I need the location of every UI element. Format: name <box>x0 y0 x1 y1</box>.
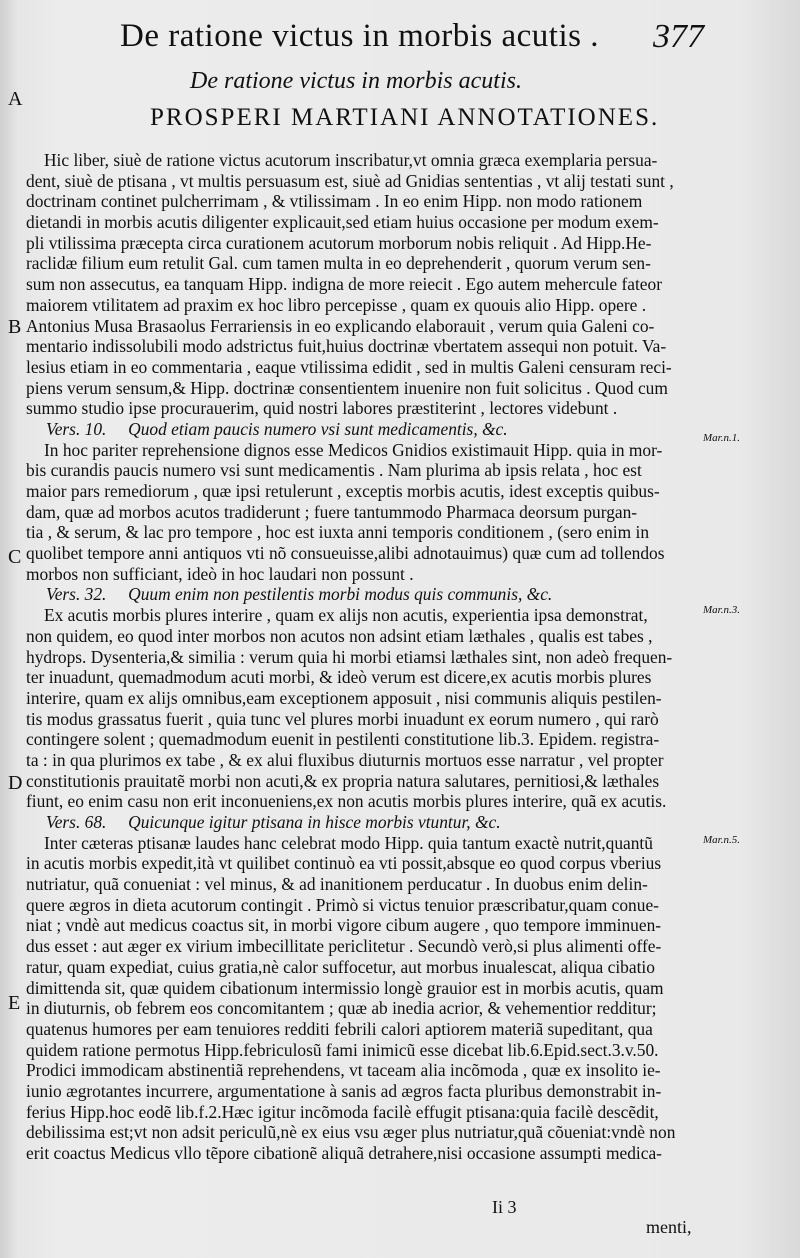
text-line: Ex acutis morbis plures interire , quam ex alijs non acutis, experientia ipsa demonstrat, <box>44 605 648 626</box>
text-line: tia , & serum, & lac pro tempore , hoc est iuxta anni temporis conditionem , (sero enim in <box>26 522 650 543</box>
text-line: dimittenda sit, quæ quidem cibationum intermissio longè grauior est in morbis acutis, quam <box>26 977 664 998</box>
text-line: contingere solent ; quemadmodum euenit in pestilenti constitutione lib.3. Epidem. registra- <box>26 729 660 750</box>
verse-heading <box>26 812 702 833</box>
text-line: interire, quam ex alijs omnibus,eam exceptionem apposuit , nisi communis aliquis pestilen- <box>26 687 662 708</box>
text-line: tis modus grassatus fuerit , quia tunc vel plures morbi inuadunt ex eorum numero , qui rarò <box>26 708 659 729</box>
annotations-heading: PROSPERI MARTIANI ANNOTATIONES. <box>150 104 660 131</box>
margin-letter-a: A <box>8 88 23 110</box>
text-line: erit coactus Medicus vllo tẽpore cibationẽ aliquã detrahere,nisi occasione assumpti medica- <box>26 1143 662 1163</box>
text-line: fiunt, eo enim casu non erit inconueniens,ex non acutis morbis plures interire, quã ex acutis. <box>26 791 667 812</box>
margin-reference: Mar.n.1. <box>703 432 740 444</box>
text-line: doctrinam continet pulcherrimam , & vtilissimam . In eo enim Hipp. non modo rationem <box>26 191 643 212</box>
text-line: morbos non sufficiant, ideò in hoc laudari non possunt . <box>26 563 414 584</box>
verse-quote: Quicunque igitur ptisana in hisce morbis vtuntur, &c. <box>128 812 501 832</box>
verse-heading <box>26 419 702 440</box>
text-line: bis curandis paucis numero vsi sunt medicamentis . Nam plurima ab ipsis relata , hoc est <box>26 460 642 481</box>
page-header <box>0 18 800 68</box>
verse-label: Vers. 10. <box>46 418 107 439</box>
verse-label: Vers. 68. <box>46 812 107 832</box>
margin-letter-e: E <box>8 992 21 1014</box>
margin-reference: Mar.n.5. <box>703 834 740 846</box>
text-line: Hic liber, siuè de ratione victus acutorum inscribatur,vt omnia græca exemplaria persua- <box>44 150 658 170</box>
text-line: maior pars remediorum , quæ ipsi retulerunt , exceptis morbis acutis, idest exceptis quibus- <box>26 481 660 501</box>
text-line: ferius Hipp.hoc eodẽ lib.f.2.Hæc igitur incõmoda facilè effugit ptisana:quia facilè descẽdit, <box>26 1101 659 1122</box>
margin-reference: Mar.n.3. <box>703 604 740 616</box>
text-line: niat ; vndè aut medicus coactus sit, in morbi vigore cibum augere , quo tempore imminuen- <box>26 915 662 936</box>
text-line: Prodici immodicam abstinentiã reprehendens, vt taceam alia incõmoda , quæ ex insolito ie- <box>26 1060 661 1081</box>
signature-mark: Ii 3 <box>492 1197 517 1217</box>
text-line: pli vtilissima præcepta circa curationem acutorum morborum nobis reliquit . Ad Hipp.He- <box>26 232 652 253</box>
body-text <box>26 150 702 1164</box>
text-line: quidem ratione permotus Hipp.febriculosũ fami inimicũ esse dicebat lib.6.Epid.sect.3.v.50. <box>26 1039 659 1060</box>
text-line: lesius etiam in eo commentaria , eaque vtilissima edidit , sed in multis Galeni censuram reci- <box>26 356 672 377</box>
catchword: menti, <box>646 1217 692 1237</box>
margin-letter-b: B <box>8 316 22 338</box>
text-line: dent, siuè de ptisana , vt multis persuasum est, siuè ad Gnidias sententias , vt alij testati sunt , <box>26 170 674 191</box>
text-line: nutriatur, quã conueniat : vel minus, & ad inanitionem perducatur . In duobus enim delin- <box>26 874 648 895</box>
text-line: ratur, quam expediat, cuius gratia,nè calor suffocetur, aut morbus inualescat, aliqua cibatio <box>26 956 655 977</box>
text-line: quolibet tempore anni antiquos vti nõ consueuisse,alibi adnotauimus) quæ cum ad tollendos <box>26 543 665 564</box>
verse-label: Vers. 32. <box>46 584 107 605</box>
text-line: quere ægros in dieta acutorum contingit . Primò si victus tenuior præscribatur,quam conue- <box>26 894 659 915</box>
text-line: raclidæ filium eum retulit Gal. cum tamen multa in eo deprehenderit , quorum verum sen- <box>26 253 651 274</box>
text-line: debilissima est;vt non adsit periculũ,nè ex eius vsu æger plus nutriatur,quã cõueniat:vndè non <box>26 1122 676 1143</box>
text-line: ter inuadunt, quemadmodum acuti morbi, & ideò verum est dicere,ex acutis morbis plures <box>26 667 652 688</box>
text-line: dietandi in morbis acutis diligenter explicauit,sed etiam huius occasione per modum exem- <box>26 212 659 233</box>
text-line: maiorem vtilitatem ad praxim ex hoc libro percepisse , quam ex quouis alio Hipp. opere . <box>26 294 647 315</box>
text-line: hydrops. Dysenteria,& similia : verum quia hi morbi etiamsi læthales sint, non adeò frequen- <box>26 646 673 667</box>
text-line: iunio ægrotantes incurrere, argumentatione à sanis ad ægros facta pluribus demonstrabit in- <box>26 1080 662 1101</box>
text-line: dus esset : aut æger ex virium imbecillitate periclitetur . Secundò verò,si plus alimenti offe- <box>26 936 662 957</box>
text-line: Antonius Musa Brasaolus Ferrariensis in eo explicando elaborauit , verum quia Galeni co- <box>26 315 655 336</box>
running-title: De ratione victus in morbis acutis . <box>120 18 599 54</box>
text-line: dam, quæ ad morbos acutos tradiderunt ; fuere tantummodo Pharmaca deorsum purgan- <box>26 501 638 522</box>
text-line: non quidem, eo quod inter morbos non acutos non adsint etiam læthales , qualis est tabes , <box>26 625 653 646</box>
text-line: ta : in qua plurimos ex tabe , & ex alui fluxibus diuturnis mortuos esse narratur , vel propter <box>26 749 664 770</box>
text-line: in acutis morbis expedit,ità vt quilibet continuò ea vti possit,absque eo quod corpus vberius <box>26 853 662 874</box>
text-line: quatenus humores per eam tenuiores redditi febrili calori aptiorem materiã supeditant, qua <box>26 1018 653 1039</box>
text-line: piens verum sensum,& Hipp. doctrinæ consentientem inuenire non fuit solicitus . Quod cum <box>26 377 668 398</box>
verse-heading <box>26 584 702 605</box>
treatise-title: De ratione victus in morbis acutis. <box>190 68 522 94</box>
page-number: 377 <box>653 18 704 55</box>
margin-letter-c: C <box>8 546 22 568</box>
text-line: sum non assecutus, ea tanquam Hipp. indigna de more reiecit . Ego autem mehercule fateor <box>26 274 662 295</box>
text-line: in diuturnis, ob febrem eos concomitantem ; quæ ab inedia acrior, & vehementior redditur; <box>26 998 657 1019</box>
text-line: constitutionis prauitatẽ morbi non acuti,& ex propria natura salutares, pernitiosi,& læthales <box>26 770 660 791</box>
verse-quote: Quod etiam paucis numero vsi sunt medicamentis, &c. <box>128 418 508 439</box>
margin-letter-d: D <box>8 772 23 794</box>
text-line: Inter cæteras ptisanæ laudes hanc celebrat modo Hipp. quia tantum exactè nutrit,quantũ <box>44 832 653 853</box>
text-line: In hoc pariter reprehensione dignos esse Medicos Gnidios existimauit Hipp. quia in mor- <box>44 439 663 460</box>
verse-quote: Quum enim non pestilentis morbi modus quis communis, &c. <box>128 584 553 605</box>
text-line: summo studio ipse procurauerim, quid nostri labores præstiterint , lectores videbunt . <box>26 398 618 419</box>
text-line: mentario indissolubili modo adstrictus fuit,huius doctrinæ vbertatem assequi non potuit. Va- <box>26 336 667 357</box>
